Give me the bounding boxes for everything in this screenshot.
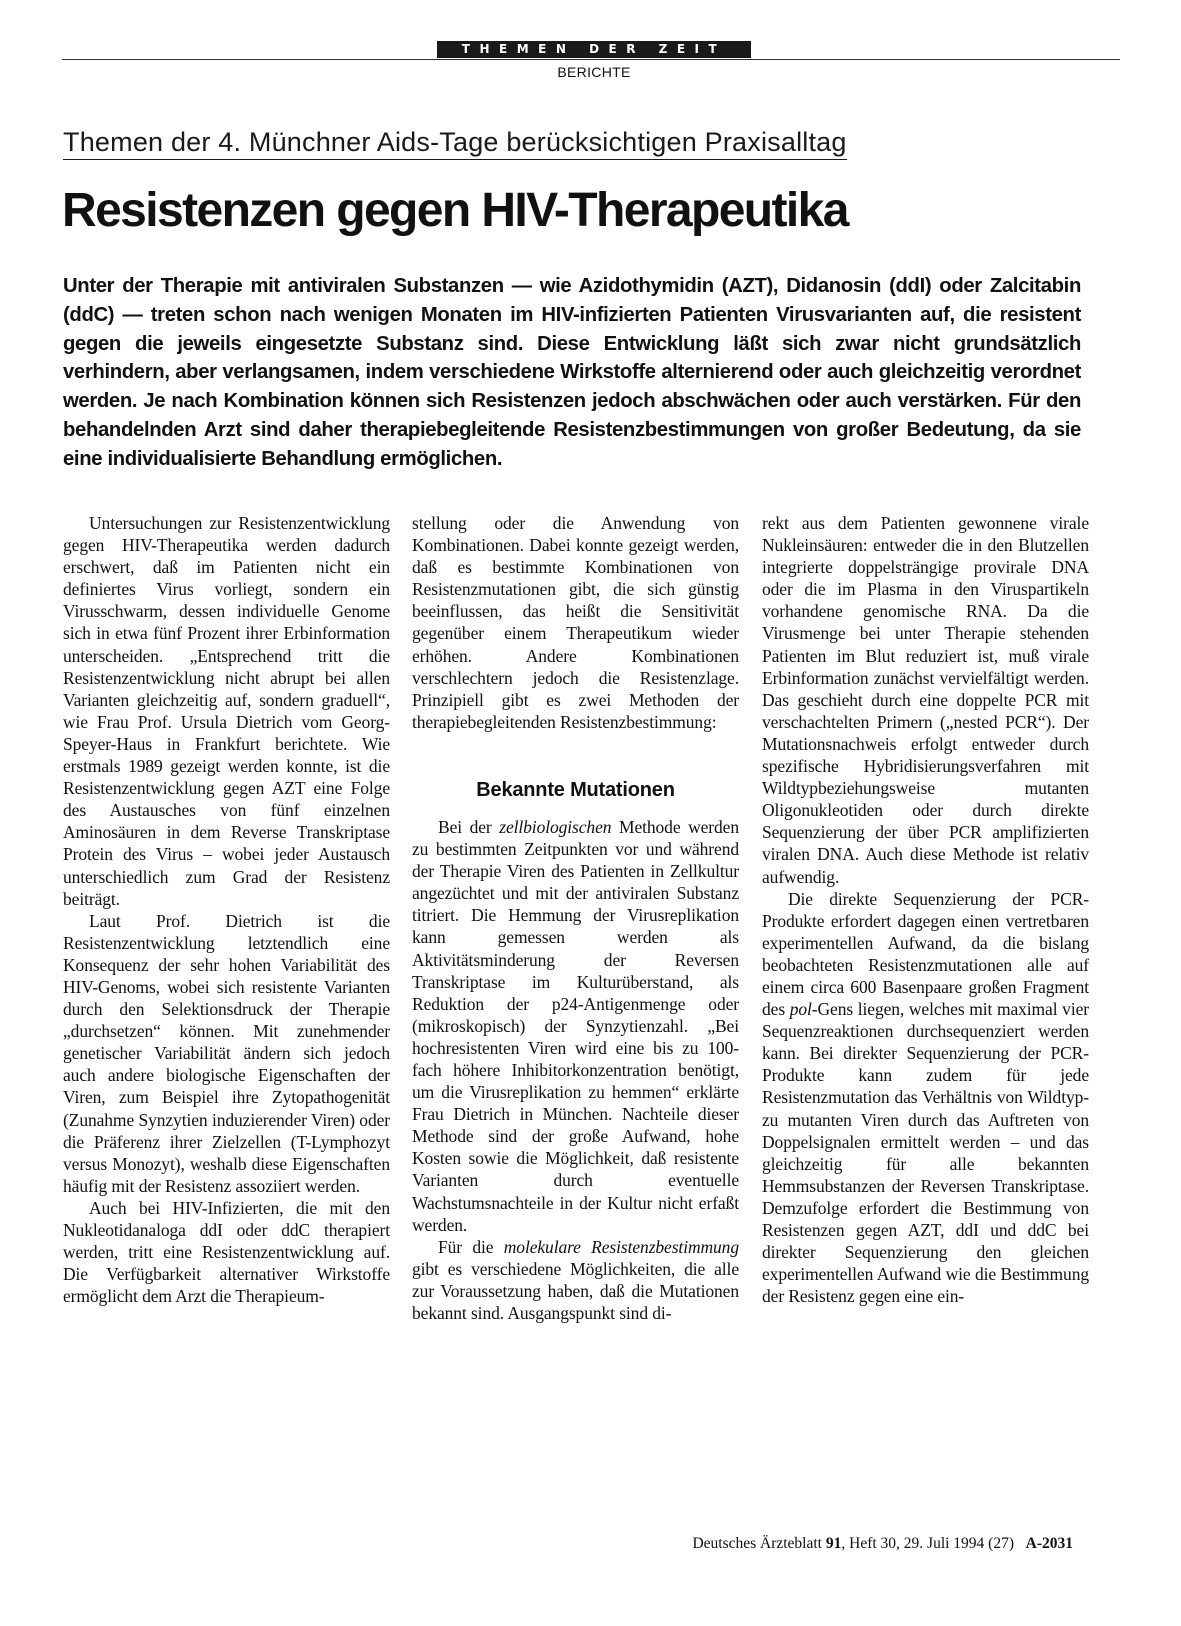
text-column-2 xyxy=(412,512,739,1324)
section-heading: Bekannte Mutationen xyxy=(476,778,675,801)
text-run: Für die xyxy=(438,1236,504,1257)
journal-name: Deutsches Ärzteblatt xyxy=(692,1535,826,1552)
volume-number: 91 xyxy=(825,1535,842,1552)
text-run: Methode werden zu bestimmten Zeitpunkten vor und während der Therapie Viren des Patienten in Zellkultur angezüchtet und mit der antiviralen Substanz titriert. Die Hemmung der Virusreplikation kann gemessen werden als Aktivitätsminderung der Reversen Transkriptase im Kulturüberstand, als Reduktion der p24-Antigenmenge oder (mikroskopisch) der Synzytienzahl. „Bei hochresistenten Viren wird eine bis zu 100-fach höhere Inhibitorkonzentration benötigt, um die Virusreplikation zu hemmen“ erklärte Frau Dietrich in München. Nachteile dieser Methode sind der große Aufwand, hohe Kosten sowie die Möglichkeit, daß resistente Varianten durch eventuelle Wachstumsnachteile in der Kultur nicht erfaßt werden. xyxy=(412,816,739,1235)
issue-info: , Heft 30, 29. Juli 1994 (27) xyxy=(841,1535,1015,1552)
article-lead: Unter der Therapie mit antiviralen Substanzen — wie Azidothymidin (AZT), Didanosin (ddI) oder Zalcitabin (ddC) — treten schon nach wenigen Monaten im HIV-infizierten Patienten Virusvarianten auf, die resistent gegen die jeweils eingesetzte Substanz sind. Diese Entwicklung läßt sich zwar nicht grundsätzlich verhindern, aber verlangsamen, indem verschiedene Wirkstoffe alternierend oder auch gleichzeitig verordnet werden. Je nach Kombination können sich Resistenzen jedoch abschwächen oder auch verstärken. Für den behandelnden Arzt sind daher therapiebegleitende Resistenzbestimmungen von großer Bedeutung, da sie eine individualisierte Behandlung ermöglichen. xyxy=(63,275,1081,470)
emphasis: molekulare Resistenzbestimmung xyxy=(503,1236,739,1257)
page-footer xyxy=(692,1535,1073,1553)
page-number: A-2031 xyxy=(1025,1535,1073,1552)
text-run: Bei der xyxy=(438,816,500,837)
paragraph: Laut Prof. Dietrich ist die Resistenzentwicklung letztendlich eine Konsequenz der sehr hohen Variabilität des HIV-Genoms, wobei sich resistente Varianten durch den Selektionsdruck der Therapie „durchsetzen“ können. Mit zunehmender genetischer Variabilität ändern sich jedoch auch andere biologische Eigenschaften der Viren, zum Beispiel ihre Zytopathogenität (Zunahme Synzytien induzierender Viren) oder die Präferenz ihrer Zielzellen (T-Lymphozyt versus Monozyt), weshalb diese Eigenschaften häufig mit der Resistenz assoziiert werden. xyxy=(63,910,390,1196)
text-column-3 xyxy=(762,512,1089,1307)
section-banner: THEMEN DER ZEIT xyxy=(437,41,751,58)
header-rule xyxy=(62,59,1120,60)
text-run: Die direkte Sequenzierung der PCR-Produkte erfordert dagegen einen vertretbaren experimentellen Aufwand, da die bislang beobachteten Resistenzmutationen alle auf einem circa 600 Basenpaare großen Fragment des xyxy=(762,888,1089,1020)
text-run: gibt es verschiedene Möglichkeiten, die alle zur Voraussetzung haben, daß die Mutationen bekannt sind. Ausgangspunkt sind di- xyxy=(412,1258,739,1323)
text-column-1 xyxy=(63,512,390,1307)
paragraph xyxy=(412,816,739,1236)
paragraph: Auch bei HIV-Infizierten, die mit den Nukleotidanaloga ddI oder ddC therapiert werden, tritt eine Resistenzentwicklung auf. Die Verfügbarkeit alternativer Wirkstoffe ermöglicht dem Arzt die Therapieum- xyxy=(63,1197,390,1307)
paragraph: stellung oder die Anwendung von Kombinationen. Dabei konnte gezeigt werden, daß es bestimmte Kombinationen von Resistenzmutationen gibt, die sich günstig beeinflussen, das heißt die Sensitivität gegenüber einem Therapeutikum wieder erhöhen. Andere Kombinationen verschlechtern jedoch die Resistenzlage. Prinzipiell gibt es zwei Methoden der therapiebegleitenden Resistenzbestimmung: xyxy=(412,513,739,732)
section-subtitle: BERICHTE xyxy=(557,64,631,80)
emphasis: pol xyxy=(789,999,812,1020)
text-run: -Gens liegen, welches mit maximal vier Sequenzreaktionen durchsequenziert werden kann. Bei direkter Sequenzierung der PCR-Produkte kann zudem für jede Resistenzmutation das Verhältnis von Wildtyp- zu mutanten Viren durch das Auftreten von Doppelsignalen ermittelt werden – und das gleichzeitig für alle bekannten Hemmsubstanzen der Reversen Transkriptase. Demzufolge erfordert die Bestimmung von Resistenzen gegen AZT, ddI und ddC bei direkter Sequenzierung den gleichen experimentellen Aufwand wie die Bestimmung der Resistenz gegen eine ein- xyxy=(762,999,1089,1307)
emphasis: zellbiologischen xyxy=(499,816,612,837)
paragraph: Untersuchungen zur Resistenzentwicklung gegen HIV-Therapeutika werden dadurch erschwert, daß im Patienten nicht ein definiertes Virus vorliegt, sondern ein Virusschwarm, dessen individuelle Genome sich in etwa fünf Prozent ihrer Erbinformation unterscheiden. „Entsprechend tritt die Resistenzentwicklung nicht abrupt bei allen Varianten gleichzeitig auf, sondern graduell“, wie Frau Prof. Ursula Dietrich vom Georg-Speyer-Haus in Frankfurt berichtete. Wie erstmals 1989 gezeigt werden konnte, ist die Resistenzentwicklung gegen AZT eine Folge des Austausches von fünf einzelnen Aminosäuren in dem Reverse Transkriptase Protein des Virus – wobei jeder Austausch unterschiedlich zum Grad der Resistenz beiträgt. xyxy=(63,513,390,909)
article-title: Resistenzen gegen HIV-Therapeutika xyxy=(62,184,848,237)
paragraph xyxy=(762,888,1089,1308)
paragraph xyxy=(412,1236,739,1324)
article-kicker: Themen der 4. Münchner Aids-Tage berücksichtigen Praxisalltag xyxy=(63,126,847,160)
paragraph: rekt aus dem Patienten gewonnene virale Nukleinsäuren: entweder die in den Blutzellen integrierte doppelsträngige provirale DNA oder die im Plasma in den Viruspartikeln vorhandene genomische RNA. Da die Virusmenge bei unter Therapie stehenden Patienten im Blut reduziert ist, muß virale Erbinformation zunächst vervielfältigt werden. Das geschieht durch eine doppelte PCR mit verschachtelten Primern („nested PCR“). Der Mutationsnachweis erfolgt entweder durch spezifische Hybridisierungsverfahren mit Wildtypbeziehungsweise mutanten Oligonukleotiden oder durch direkte Sequenzierung der über PCR amplifizierten viralen DNA. Auch diese Methode ist relativ aufwendig. xyxy=(762,513,1089,887)
